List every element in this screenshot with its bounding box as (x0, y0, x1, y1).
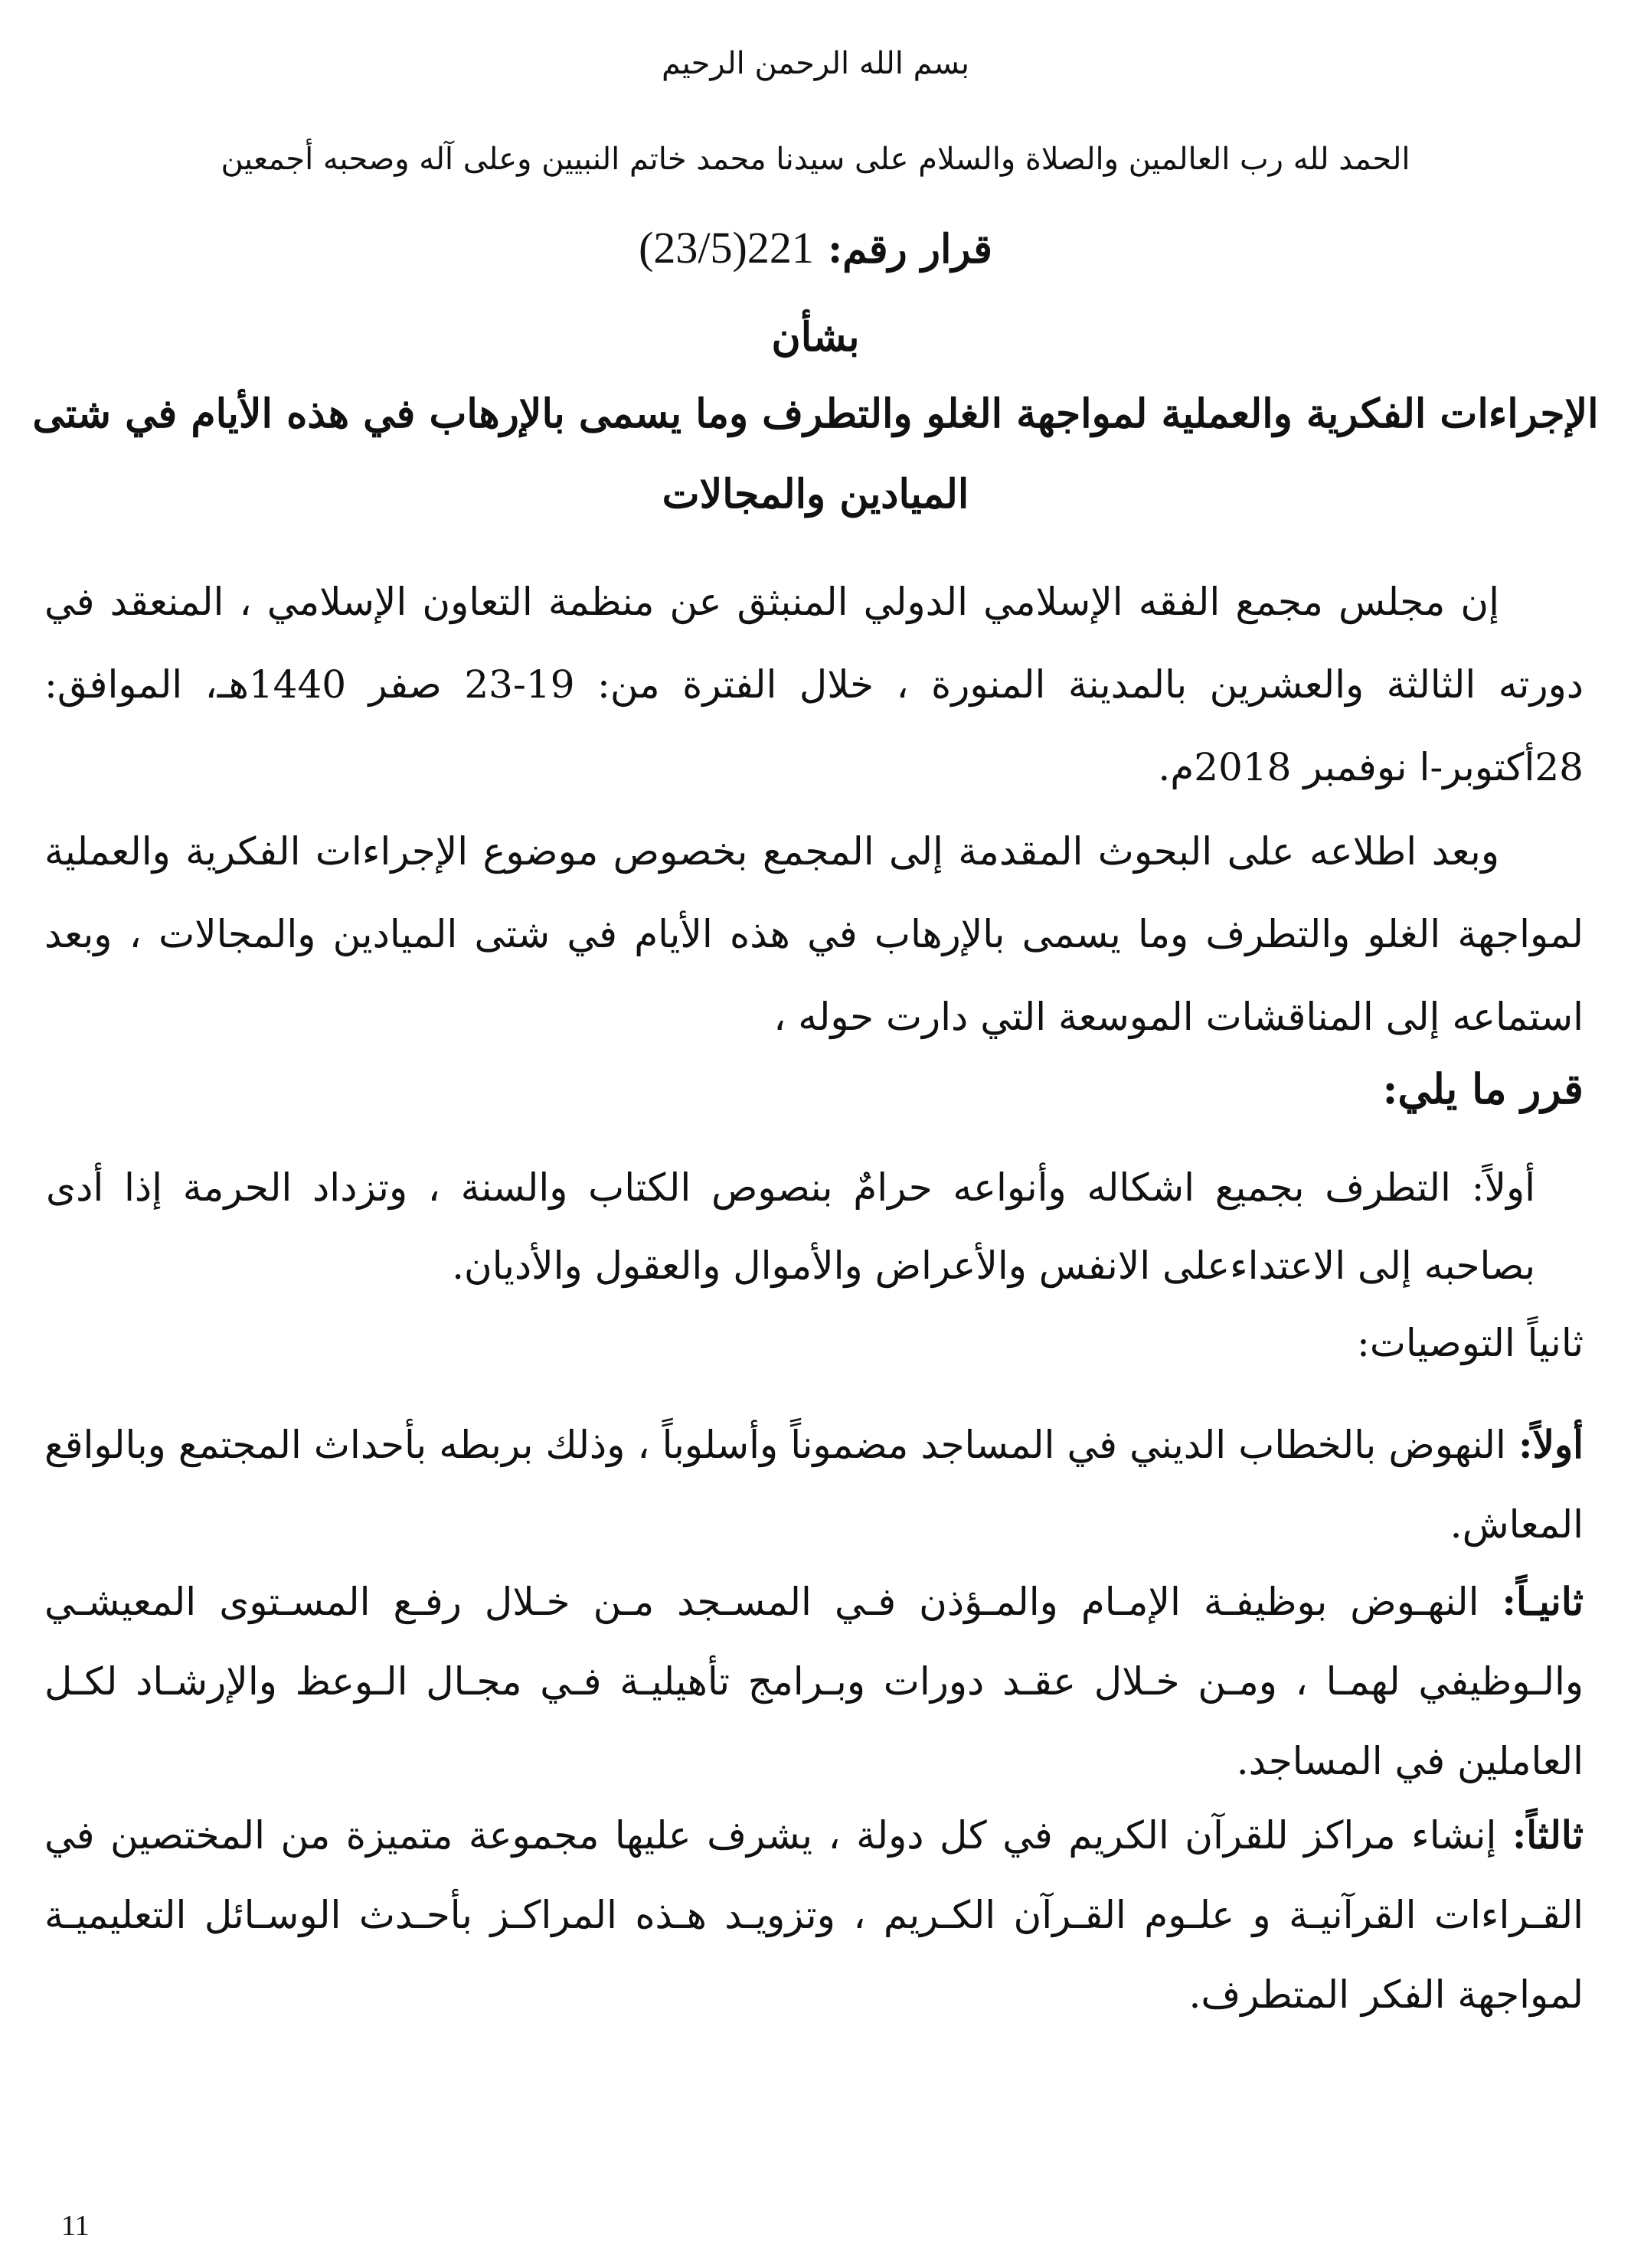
recommendation-lead: ثالثاً: (1512, 1812, 1584, 1858)
recommendation-item (44, 1562, 1584, 1801)
about-label: بشأن (771, 314, 860, 361)
decided-heading: قرر ما يلي: (1382, 1064, 1584, 1113)
recommendation-text: النهوض بالخطاب الديني في المساجد مضموناً وأسلوباً ، وذلك بربطه بأحداث المجتمع وبالواقع المعاش. (44, 1423, 1584, 1547)
recommendations-heading: ثانياً التوصيات: (1356, 1321, 1584, 1365)
consideration-paragraph: وبعد اطلاعه على البحوث المقدمة إلى المجمع بخصوص موضوع الإجراءات الفكرية والعملية لمواجهة الغلو والتطرف وما يسمى بالإرهاب في هذه الأيام في شتى الميادين والمجالات ، وبعد استماعه إلى المناقشات الموسعة التي دارت حوله ، (44, 829, 1584, 1039)
decision-label: قرار رقم: (827, 226, 992, 273)
basmala: بسم الله الرحمن الرحيم (661, 46, 970, 81)
opening-praise: الحمد لله رب العالمين والصلاة والسلام على سيدنا محمد خاتم النبيين وعلى آله وصحبه أجمعين (221, 142, 1410, 177)
page-number: 11 (61, 2210, 90, 2242)
intro-paragraph: إن مجلس مجمع الفقه الإسلامي الدولي المنبثق عن منظمة التعاون الإسلامي ، المنعقد في دورته الثالثة والعشرين بالمدينة المنورة ، خلال الفترة من: 19-23 صفر 1440هـ، الموافق: 28أكتوبر-ا نوفمبر 2018م. (44, 580, 1584, 789)
decision-title-line-1: الإجراءات الفكرية والعملية لمواجهة الغلو والتطرف وما يسمى بالإرهاب في هذه الأيام في شتى (32, 391, 1599, 437)
decision-number: 221(23/5) (639, 223, 814, 273)
decision-title-line-2: الميادين والمجالات (662, 471, 969, 518)
decision-number-line (0, 222, 1631, 273)
recommendation-text: النهـوض بوظيفـة الإمـام والمـؤذن فـي المسـجد مـن خـلال رفـع المسـتوى المعيشـي والـوظيفي لهمـا ، ومـن خـلال عقـد دورات وبـرامج تأهيليـة فـي مجـال الـوعظ والإرشـاد لكـل العاملين في المساجد. (44, 1580, 1584, 1783)
recommendation-text: إنشاء مراكز للقرآن الكريم في كل دولة ، يشرف عليها مجموعة متميزة من المختصين في القـراءات القرآنيـة و علـوم القـرآن الكـريم ، وتزويـد هـذه المراكـز بأحـدث الوسـائل التعليميـة لمواجهة الفكر المتطرف. (44, 1813, 1584, 2017)
first-decision-paragraph: أولاً: التطرف بجميع اشكاله وأنواعه حرامٌ بنصوص الكتاب والسنة ، وتزداد الحرمة إذا أدى بصاحبه إلى الاعتداءعلى الانفس والأعراض والأموال والعقول والأديان. (46, 1165, 1535, 1288)
recommendation-lead: أولاً: (1518, 1422, 1584, 1467)
recommendation-item (44, 1796, 1584, 2034)
recommendation-lead: ثانيـاً: (1502, 1579, 1584, 1624)
recommendation-item (44, 1405, 1584, 1564)
